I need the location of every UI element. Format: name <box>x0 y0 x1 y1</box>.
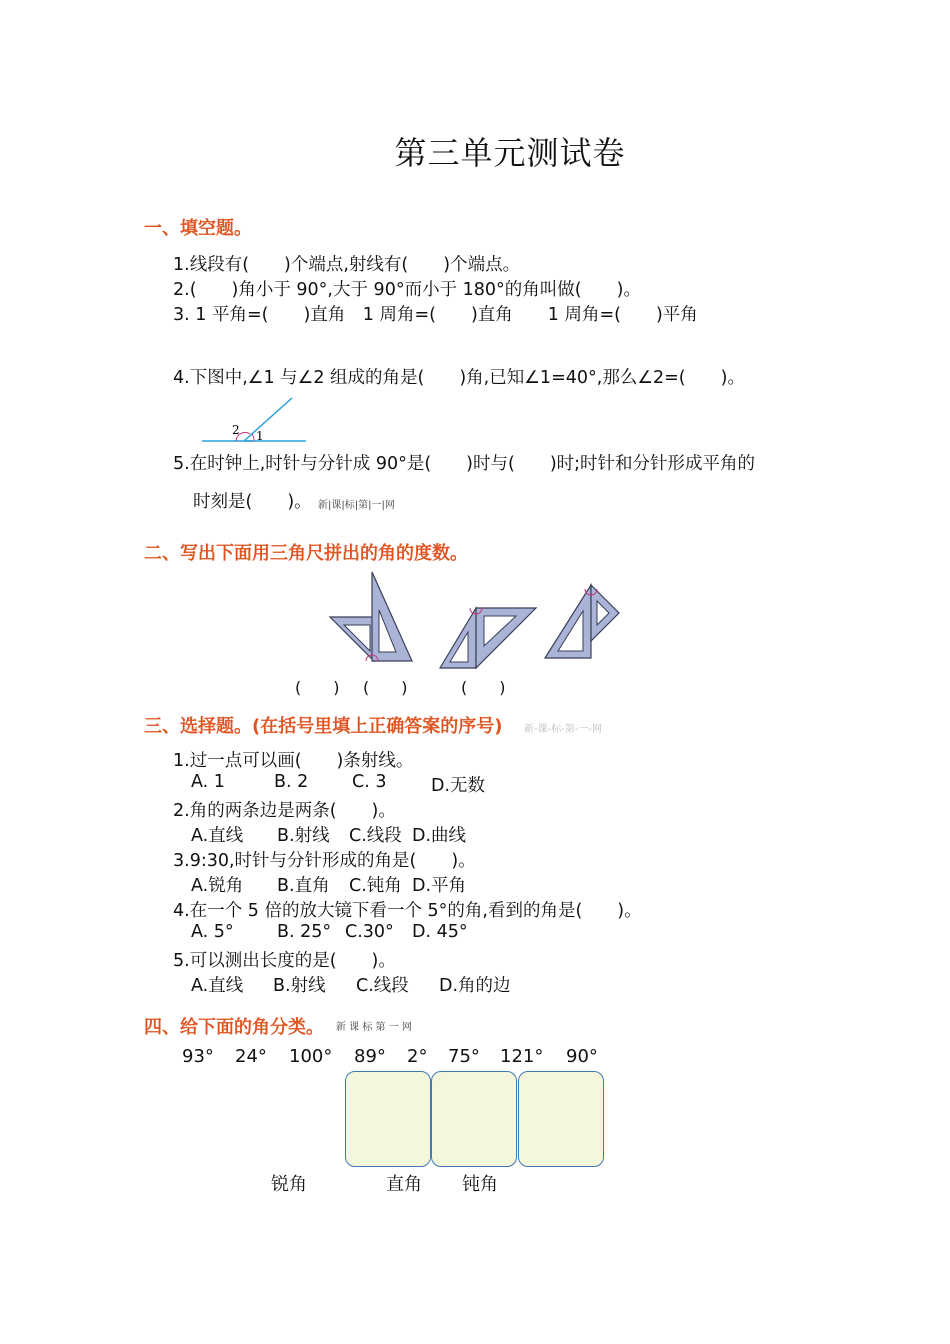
s3-q4-option-b[interactable]: B. 25° <box>277 922 332 942</box>
s3-question-2: 2.角的两条边是两条( )。 <box>173 801 396 821</box>
s3-question-5: 5.可以测出长度的是( )。 <box>173 951 396 971</box>
angle-1-arc <box>252 434 254 441</box>
s3-q2-option-d[interactable]: D.曲线 <box>412 826 467 846</box>
s3-q4-option-a[interactable]: A. 5° <box>191 922 234 942</box>
watermark: 新-课-标-第-一-网 <box>524 724 603 735</box>
angle-2-label: 2 <box>232 423 240 437</box>
s3-q1-option-a[interactable]: A. 1 <box>191 772 225 792</box>
s3-q3-option-b[interactable]: B.直角 <box>277 876 330 896</box>
watermark: 新|课|标|第|一|网 <box>318 500 395 511</box>
obtuse-angle-box[interactable] <box>518 1071 604 1167</box>
watermark: 新 课 标 第 一 网 <box>336 1022 412 1033</box>
section-4-heading: 四、给下面的角分类。 <box>144 1017 324 1038</box>
s3-q2-option-a[interactable]: A.直线 <box>191 826 244 846</box>
s3-q5-option-d[interactable]: D.角的边 <box>439 976 511 996</box>
s3-q3-option-d[interactable]: D.平角 <box>412 876 467 896</box>
section-1-heading: 一、填空题。 <box>144 218 252 239</box>
acute-angle-label: 锐角 <box>271 1174 307 1195</box>
angle-value: 24° <box>235 1046 267 1067</box>
angle-value: 2° <box>407 1046 428 1067</box>
obtuse-angle-label: 钝角 <box>462 1174 498 1195</box>
answer-blank-2[interactable]: ( ) <box>363 678 408 697</box>
section-2-heading: 二、写出下面用三角尺拼出的角的度数。 <box>144 543 468 564</box>
answer-blank-3[interactable]: ( ) <box>461 678 506 697</box>
s3-q4-option-d[interactable]: D. 45° <box>412 922 468 942</box>
s3-q1-option-d[interactable]: D.无数 <box>431 776 486 796</box>
s1-question-5a: 5.在时钟上,时针与分针成 90°是( )时与( )时;时针和分针形成平角的 <box>173 454 756 474</box>
s3-question-4: 4.在一个 5 倍的放大镜下看一个 5°的角,看到的角是( )。 <box>173 901 642 921</box>
s3-q2-option-c[interactable]: C.线段 <box>349 826 402 846</box>
s3-q1-option-b[interactable]: B. 2 <box>274 772 309 792</box>
angle-1-label: 1 <box>256 429 264 443</box>
angle-figure <box>198 394 310 444</box>
s3-q3-option-c[interactable]: C.钝角 <box>349 876 402 896</box>
figure-ray-1 <box>244 398 292 441</box>
s3-question-1: 1.过一点可以画( )条射线。 <box>173 751 414 771</box>
angle-value: 90° <box>566 1046 598 1067</box>
page-title: 第三单元测试卷 <box>394 134 626 172</box>
angle-value: 100° <box>289 1046 333 1067</box>
s1-question-2: 2.( )角小于 90°,大于 90°而小于 180°的角叫做( )。 <box>173 280 641 300</box>
s3-q1-option-c[interactable]: C. 3 <box>352 772 387 792</box>
s1-question-5b: 时刻是( )。 <box>193 492 312 512</box>
right-angle-label: 直角 <box>386 1174 422 1195</box>
s3-q4-option-c[interactable]: C.30° <box>345 922 394 942</box>
s1-question-3: 3. 1 平角=( )直角 1 周角=( )直角 1 周角=( )平角 <box>173 305 698 325</box>
s3-q5-option-b[interactable]: B.射线 <box>273 976 326 996</box>
right-angle-box[interactable] <box>431 1071 517 1167</box>
s1-question-1: 1.线段有( )个端点,射线有( )个端点。 <box>173 255 521 275</box>
s3-q2-option-b[interactable]: B.射线 <box>277 826 330 846</box>
s3-q5-option-a[interactable]: A.直线 <box>191 976 244 996</box>
triangle-figure-2 <box>436 602 542 672</box>
angle-value: 89° <box>354 1046 386 1067</box>
triangle-figure-3 <box>541 581 623 661</box>
acute-angle-box[interactable] <box>345 1071 431 1167</box>
angle-value: 121° <box>500 1046 544 1067</box>
s3-q5-option-c[interactable]: C.线段 <box>356 976 409 996</box>
s3-q3-option-a[interactable]: A.锐角 <box>191 876 244 896</box>
answer-blank-1[interactable]: ( ) <box>295 678 340 697</box>
section-3-heading: 三、选择题。(在括号里填上正确答案的序号) <box>144 716 503 737</box>
triangle-figure-1 <box>326 570 416 665</box>
angle-value: 75° <box>448 1046 480 1067</box>
s3-question-3: 3.9:30,时针与分针形成的角是( )。 <box>173 851 476 871</box>
s1-question-4: 4.下图中,∠1 与∠2 组成的角是( )角,已知∠1=40°,那么∠2=( )。 <box>173 368 745 388</box>
angle-value: 93° <box>182 1046 214 1067</box>
